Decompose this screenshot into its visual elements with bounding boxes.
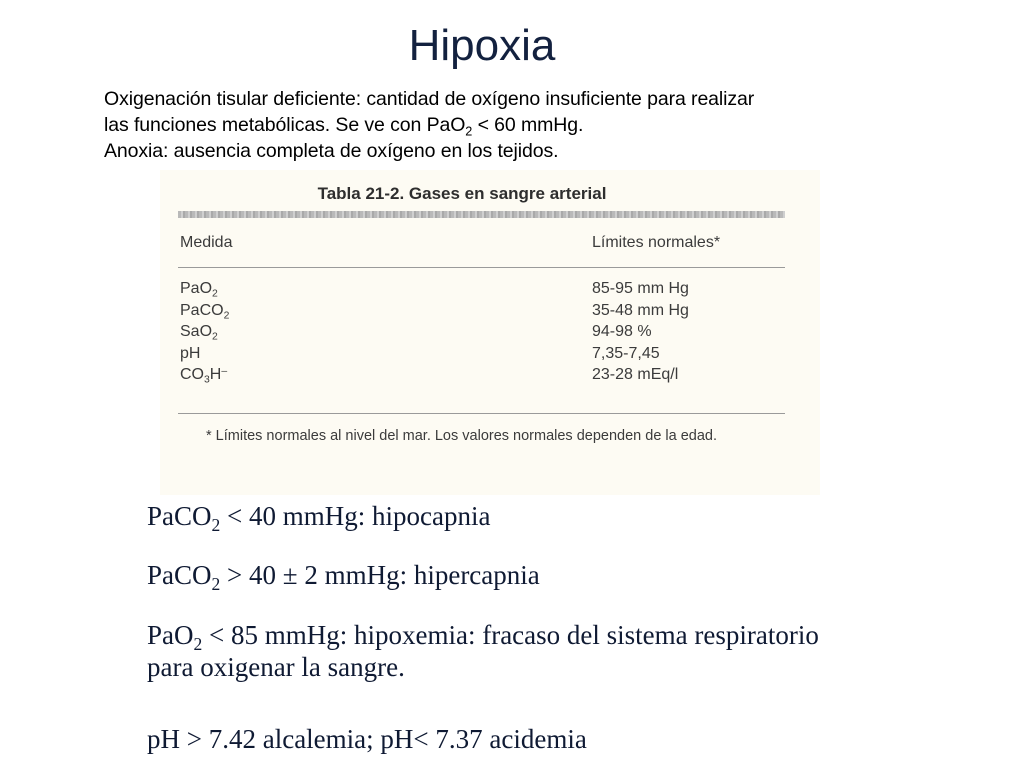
table-body: [180, 278, 780, 386]
subscript: 2: [212, 331, 218, 343]
table-row: [180, 321, 780, 343]
note-text-tail: > 40 ± 2 mmHg: hipercapnia: [220, 560, 540, 590]
column-header-normal-limits: Límites normales*: [592, 234, 721, 251]
table-footnote: * Límites normales al nivel del mar. Los valores normales dependen de la edad.: [206, 428, 718, 444]
measure-cell: [180, 364, 592, 386]
subscript: 2: [465, 124, 473, 139]
subscript: 3: [204, 374, 210, 386]
subscript: 2: [212, 288, 218, 300]
value-cell: 7,35-7,45: [592, 344, 660, 362]
table-row: [180, 343, 780, 365]
intro-text: [104, 86, 1004, 164]
note-text: pH > 7.42 alcalemia; pH< 7.37 acidemia: [147, 724, 587, 754]
measure-cell: [180, 300, 592, 322]
subscript: 2: [193, 634, 203, 655]
measure-cell: [180, 321, 592, 343]
value-cell: 35-48 mm Hg: [592, 301, 689, 319]
table-row: [180, 364, 780, 386]
intro-line-2-text: las funciones metabólicas. Se ve con PaO: [104, 114, 466, 136]
measure-name-tail: H: [209, 366, 222, 383]
measure-name: pH: [180, 344, 201, 362]
note-text: PaO: [147, 620, 194, 650]
superscript: –: [221, 365, 228, 377]
value-cell: 23-28 mEq/l: [592, 366, 679, 383]
measure-name: CO: [180, 366, 204, 383]
scanned-table-image: [160, 170, 820, 495]
table-row: [180, 300, 780, 322]
header-divider: [178, 267, 785, 268]
intro-line-2-tail: < 60 mmHg.: [472, 114, 584, 136]
note-text: PaCO: [147, 560, 212, 590]
slide-title: Hipoxia: [408, 21, 556, 70]
table-row: [180, 278, 780, 300]
intro-line-3: Anoxia: ausencia completa de oxígeno en los tejidos.: [104, 140, 559, 162]
measure-name: SaO: [180, 323, 213, 340]
subscript: 2: [211, 515, 221, 536]
intro-line-1: Oxigenación tisular deficiente: cantidad de oxígeno insuficiente para realizar: [104, 88, 755, 110]
note-hipocapnia: [147, 500, 491, 536]
column-header-measure: Medida: [180, 234, 233, 251]
measure-name: PaO: [180, 280, 213, 297]
note-ph: [147, 723, 587, 755]
subscript: 2: [211, 574, 221, 595]
intro-line-2: [104, 112, 1004, 138]
measure-cell: [180, 278, 592, 300]
note-hipercapnia: [147, 559, 540, 595]
note-text-tail: < 85 mmHg: hipoxemia: fracaso del sistema respiratorio para oxigenar la sangre.: [147, 620, 819, 682]
note-hipoxemia: [147, 619, 867, 683]
subscript: 2: [223, 310, 230, 322]
note-text-tail: < 40 mmHg: hipocapnia: [220, 501, 491, 531]
measure-cell: [180, 343, 592, 365]
note-text: PaCO: [147, 501, 212, 531]
footer-divider: [178, 413, 785, 414]
caption-bar-divider: [178, 211, 785, 218]
value-cell: 94-98 %: [592, 323, 652, 340]
table-caption: Tabla 21-2. Gases en sangre arterial: [317, 184, 607, 203]
value-cell: 85-95 mm Hg: [592, 280, 689, 297]
measure-name: PaCO: [180, 301, 224, 319]
